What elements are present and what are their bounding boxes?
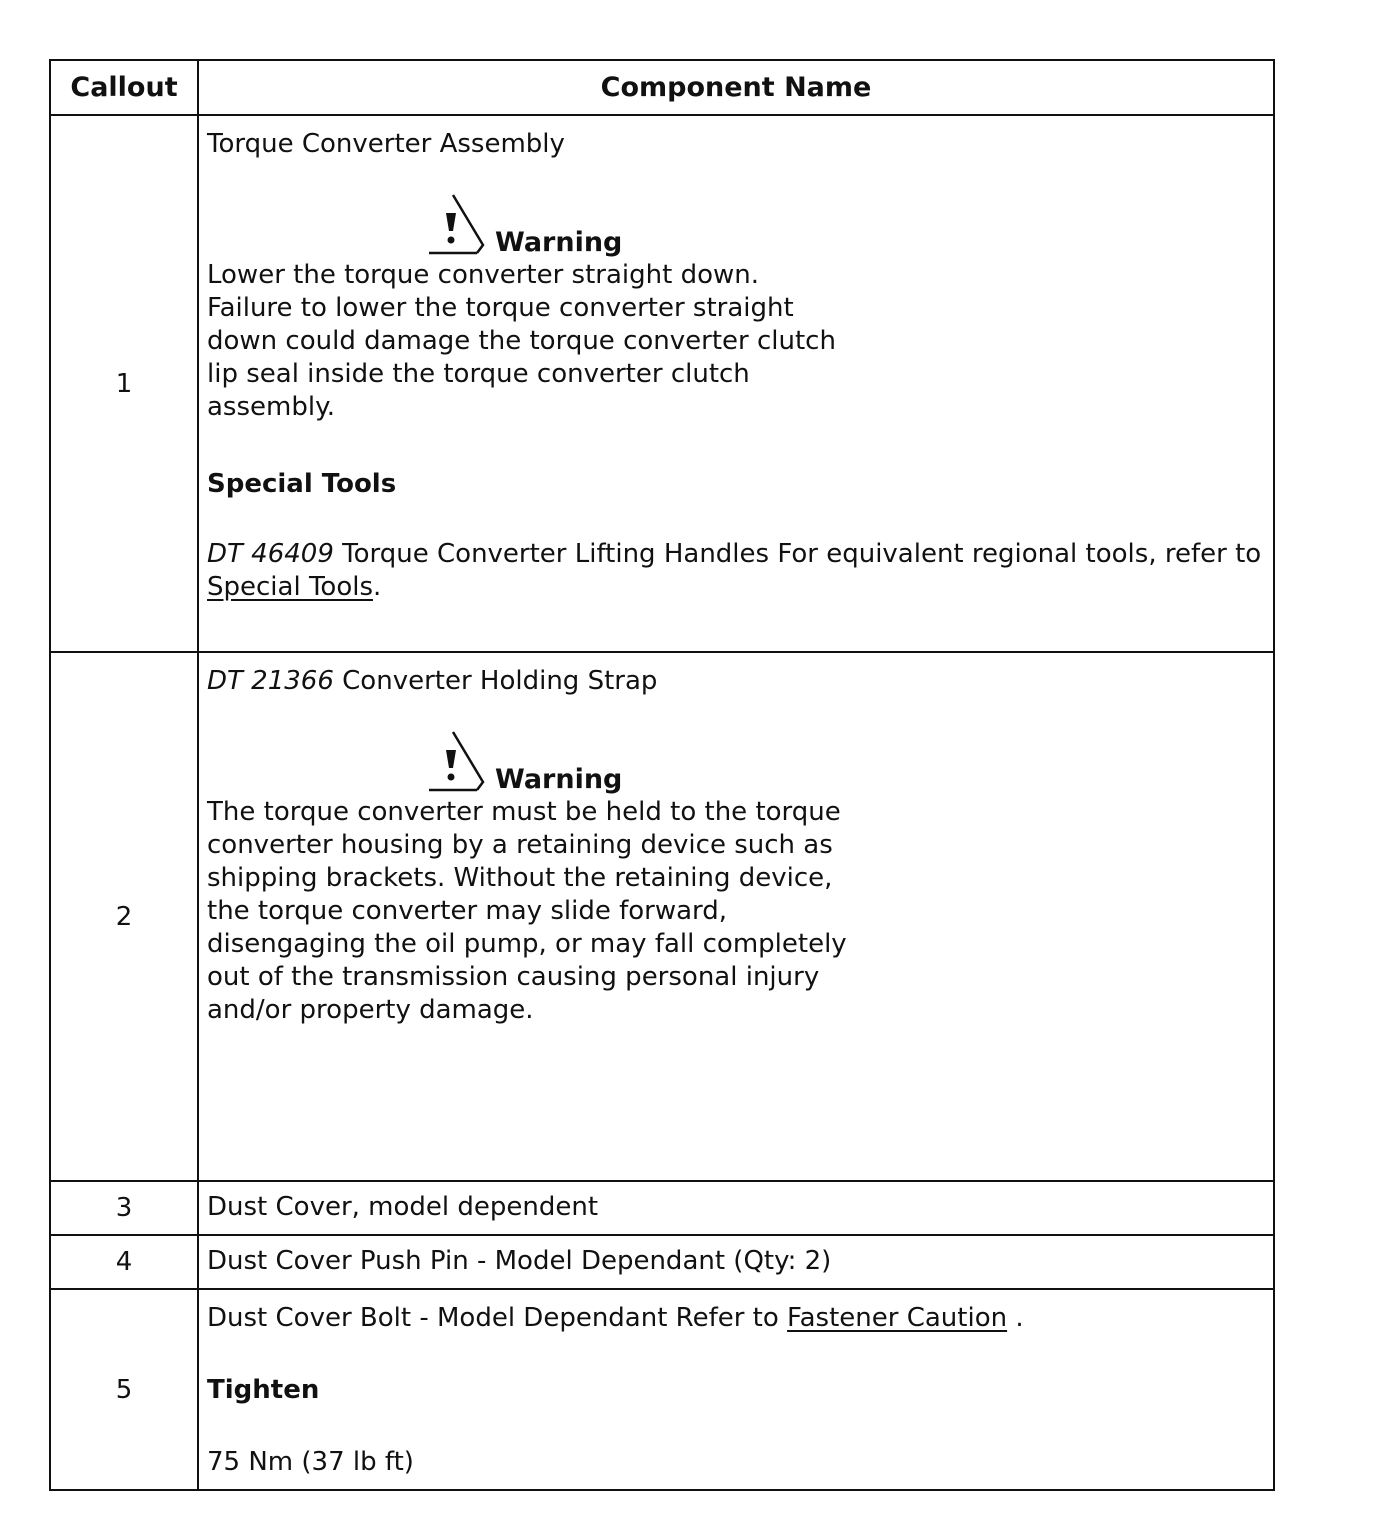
- component-cell: [198, 115, 1274, 652]
- special-tools-heading: Special Tools: [207, 469, 397, 499]
- tool-number: DT 21366: [207, 666, 334, 696]
- component-title: Dust Cover Push Pin - Model Dependant (Qty: 2): [198, 1235, 1274, 1289]
- component-table: [49, 59, 1275, 1491]
- tighten-heading: Tighten: [207, 1375, 320, 1405]
- callout-number: 2: [50, 652, 198, 1181]
- warning-label: Warning: [495, 764, 623, 795]
- component-title: Dust Cover, model dependent: [198, 1181, 1274, 1235]
- warning-text: The torque converter must be held to the torque converter housing by a retaining device such as shipping brackets. Without the retaining device, the torque converter may slide forward, disengaging the oil pump, or may fall completely out of the transmission causing personal injury and/or property damage.: [207, 797, 847, 1025]
- warning-heading: [427, 193, 1263, 259]
- callout-number: 5: [50, 1289, 198, 1490]
- title-end: .: [1007, 1303, 1024, 1333]
- table-row: [50, 1181, 1274, 1235]
- table-row: [50, 652, 1274, 1181]
- tool-number: DT 46409: [207, 539, 334, 569]
- component-title: [207, 665, 1263, 698]
- warning-icon: [427, 730, 487, 796]
- callout-number: 4: [50, 1235, 198, 1289]
- title-text: Dust Cover Bolt - Model Dependant Refer to: [207, 1303, 788, 1333]
- tool-text: Converter Holding Strap: [333, 666, 658, 696]
- table-row: [50, 1235, 1274, 1289]
- warning-text: Lower the torque converter straight down. Failure to lower the torque converter straight down could damage the torque converter clutch lip seal inside the torque converter clutch assembly.: [207, 260, 836, 422]
- warning-label: Warning: [495, 227, 623, 258]
- component-title: [207, 1302, 1263, 1335]
- tool-end: .: [373, 572, 382, 602]
- torque-spec: 75 Nm (37 lb ft): [207, 1447, 414, 1477]
- component-cell: [198, 652, 1274, 1181]
- component-cell: [198, 1289, 1274, 1490]
- warning-icon: [427, 193, 487, 259]
- component-name-header: Component Name: [198, 60, 1274, 115]
- warning-heading: [427, 730, 1263, 796]
- tool-text: Torque Converter Lifting Handles For equivalent regional tools, refer to: [333, 539, 1262, 569]
- tool-description: [207, 538, 1263, 604]
- callout-number: 3: [50, 1181, 198, 1235]
- special-tools-link[interactable]: Special Tools: [207, 572, 373, 602]
- callout-header: Callout: [50, 60, 198, 115]
- fastener-caution-link[interactable]: Fastener Caution: [787, 1303, 1008, 1333]
- table-row: [50, 115, 1274, 652]
- component-title: Torque Converter Assembly: [207, 129, 565, 159]
- callout-number: 1: [50, 115, 198, 652]
- table-row: [50, 1289, 1274, 1490]
